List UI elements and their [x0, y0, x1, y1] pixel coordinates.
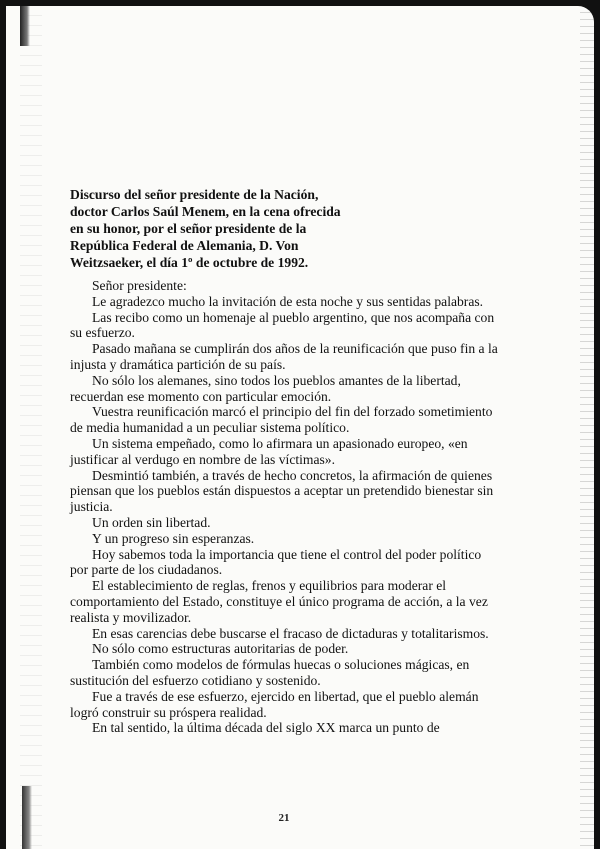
- paragraph: También como modelos de fórmulas huecas o soluciones mágicas, en sustitución del esfuerzo cotidiano y sostenido.: [70, 657, 470, 688]
- paragraph: Hoy sabemos toda la importancia que tiene el control del poder político por parte de los ciudadanos.: [70, 546, 482, 578]
- page-number: 21: [278, 812, 290, 824]
- paragraph: Le agradezco mucho la invitación de esta noche y sus sentidas palabras.: [92, 293, 484, 309]
- paragraph: Un orden sin libertad.: [92, 514, 211, 530]
- binding-shadow-top: [20, 6, 30, 46]
- heading-line: República Federal de Alemania, D. Von: [70, 238, 299, 253]
- paragraph: En tal sentido, la última década del siglo XX marca un punto de: [92, 720, 440, 736]
- binding-shadow-bottom: [22, 786, 32, 849]
- paragraph: Vuestra reunificación marcó el principio del fin del forzado sometimiento de media humanidad a un peculiar sistema político.: [70, 404, 493, 436]
- binding-edge: [20, 6, 42, 849]
- scan-edge-noise: [580, 6, 594, 849]
- speech-body: [70, 278, 500, 736]
- document-page: [6, 6, 594, 849]
- paragraph: Señor presidente:: [92, 278, 187, 293]
- paragraph: No sólo como estructuras autoritarias de poder.: [92, 641, 349, 657]
- paragraph: Fue a través de ese esfuerzo, ejercido en libertad, que el pueblo alemán logró construir su próspera realidad.: [70, 688, 479, 720]
- paragraph: En esas carencias debe buscarse el fracaso de dictaduras y totalitarismos.: [92, 625, 489, 641]
- heading-line: Discurso del señor presidente de la Nación,: [70, 187, 319, 202]
- heading-line: Weitzsaeker, el día 1º de octubre de 1992.: [70, 255, 309, 270]
- paragraph: Las recibo como un homenaje al pueblo argentino, que nos acompaña con su esfuerzo.: [70, 309, 495, 341]
- paragraph: El establecimiento de reglas, frenos y equilibrios para moderar el comportamiento del Estado, constituye el único programa de acción, a la vez realista y movilizador.: [70, 578, 488, 625]
- paragraph: Pasado mañana se cumplirán dos años de la reunificación que puso fin a la injusta y dramática partición de su país.: [70, 341, 498, 372]
- heading-line: doctor Carlos Saúl Menem, en la cena ofrecida: [70, 204, 341, 219]
- heading-line: en su honor, por el señor presidente de la: [70, 221, 307, 236]
- paragraph: Y un progreso sin esperanzas.: [92, 530, 255, 546]
- paragraph: Un sistema empeñado, como lo afirmara un apasionado europeo, «en justificar al verdugo en nombre de las víctimas».: [70, 435, 468, 467]
- paragraph: No sólo los alemanes, sino todos los pueblos amantes de la libertad, recuerdan ese momento con particular emoción.: [70, 372, 461, 404]
- paragraph: Desmintió también, a través de hecho concretos, la afirmación de quienes piensan que los pueblos están dispuestos a aceptar un pretendido bienestar sin justicia.: [70, 467, 494, 515]
- speech-heading: [70, 186, 370, 271]
